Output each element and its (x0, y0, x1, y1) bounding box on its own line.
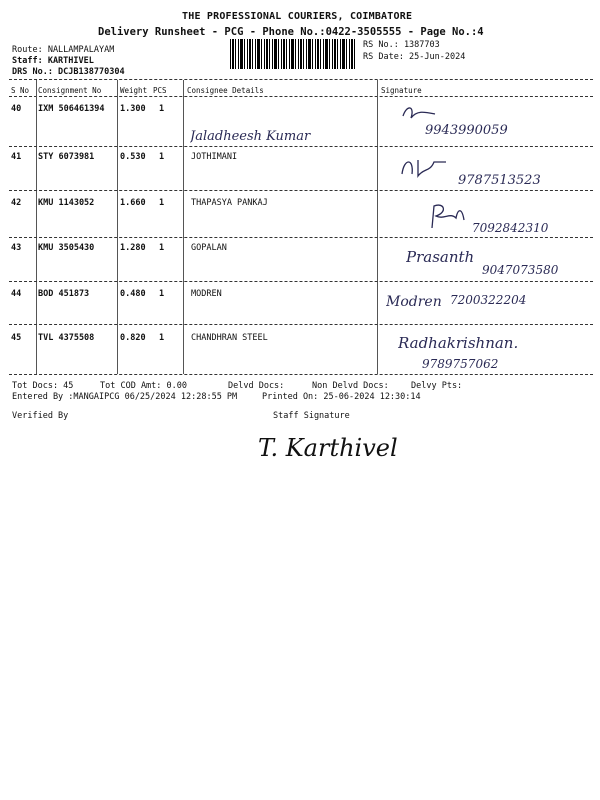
col-weight: Weight (120, 86, 148, 95)
svg-text:Prasanth: Prasanth (406, 248, 475, 266)
row-consignment: BOD 451873 (38, 289, 90, 299)
svg-text:Radhakrishnan.: Radhakrishnan. (398, 334, 519, 352)
row-sno: 40 (11, 104, 22, 114)
svg-text:9047073580: 9047073580 (482, 263, 559, 277)
runsheet-title: Delivery Runsheet - PCG - Phone No.:0422-3505555 - Page No.:4 (98, 26, 484, 38)
divider (9, 96, 593, 97)
signature-mark (428, 198, 588, 238)
row-weight: 1.660 (120, 198, 146, 208)
row-sno: 45 (11, 333, 22, 343)
row-consignment: IXM 506461394 (38, 104, 105, 114)
staff-signature (258, 420, 418, 470)
row-consignee: MODREN (191, 289, 222, 299)
svg-text:Modren: Modren (386, 294, 442, 310)
row-consignee: JOTHIMANI (191, 152, 238, 162)
col-sno: S No (11, 86, 30, 95)
svg-text:Jaladheesh Kumar: Jaladheesh Kumar (190, 129, 311, 144)
column-line (183, 80, 184, 374)
row-consignment: TVL 4375508 (38, 333, 95, 343)
row-pcs: 1 (159, 243, 165, 253)
signature-mark (395, 104, 575, 140)
row-weight: 1.300 (120, 104, 146, 114)
row-pcs: 1 (159, 104, 165, 114)
route-label: Route: NALLAMPALAYAM (12, 45, 115, 55)
row-consignee: THAPASYA PANKAJ (191, 198, 268, 208)
col-signature: Signature (381, 86, 422, 95)
svg-text:9787513523: 9787513523 (458, 173, 541, 188)
column-line (117, 80, 118, 374)
delivery-points: Delvy Pts: (411, 381, 463, 391)
row-sno: 43 (11, 243, 22, 253)
column-line (377, 80, 378, 374)
col-consignee: Consignee Details (187, 86, 264, 95)
divider (9, 374, 593, 375)
row-weight: 0.820 (120, 333, 146, 343)
handwritten-consignee-name (190, 122, 370, 148)
company-title: THE PROFESSIONAL COURIERS, COIMBATORE (182, 11, 413, 22)
svg-text:9943990059: 9943990059 (425, 123, 508, 138)
signature-mark (406, 238, 592, 280)
col-pcs: PCS (153, 86, 167, 95)
row-sno: 41 (11, 152, 22, 162)
row-weight: 0.530 (120, 152, 146, 162)
row-consignee: GOPALAN (191, 243, 227, 253)
divider (9, 79, 593, 80)
row-weight: 1.280 (120, 243, 146, 253)
staff-signature-label: Staff Signature (273, 411, 350, 421)
verified-by-label: Verified By (12, 411, 69, 421)
svg-text:7092842310: 7092842310 (472, 221, 549, 235)
total-cod-amount: Tot COD Amt: 0.00 (100, 381, 187, 391)
row-pcs: 1 (159, 289, 165, 299)
row-sno: 42 (11, 198, 22, 208)
rs-number: RS No.: 1387703 (363, 40, 440, 50)
column-line (36, 80, 37, 374)
non-delivered-docs: Non Delvd Docs: (312, 381, 389, 391)
signature-mark (398, 326, 588, 374)
staff-label: Staff: KARTHIVEL (12, 56, 94, 66)
svg-text:9789757062: 9789757062 (422, 357, 499, 371)
svg-text:T. Karthivel: T. Karthivel (258, 434, 398, 462)
row-pcs: 1 (159, 152, 165, 162)
barcode (230, 39, 356, 69)
svg-text:7200322204: 7200322204 (450, 293, 527, 307)
row-sno: 44 (11, 289, 22, 299)
total-docs: Tot Docs: 45 (12, 381, 74, 391)
divider (9, 146, 593, 147)
drs-number: DRS No.: DCJB138770304 (12, 67, 125, 77)
divider (9, 324, 593, 325)
row-weight: 0.480 (120, 289, 146, 299)
signature-mark (400, 150, 580, 190)
row-pcs: 1 (159, 198, 165, 208)
col-consignment: Consignment No (38, 86, 102, 95)
printed-on: Printed On: 25-06-2024 12:30:14 (262, 392, 421, 402)
row-pcs: 1 (159, 333, 165, 343)
row-consignment: KMU 3505430 (38, 243, 95, 253)
divider (9, 281, 593, 282)
row-consignment: STY 6073981 (38, 152, 95, 162)
entered-by: Entered By :MANGAIPCG 06/25/2024 12:28:55 PM (12, 392, 238, 402)
signature-mark (386, 286, 586, 316)
divider (9, 190, 593, 191)
row-consignment: KMU 1143052 (38, 198, 95, 208)
rs-date: RS Date: 25-Jun-2024 (363, 52, 466, 62)
delivered-docs: Delvd Docs: (228, 381, 285, 391)
row-consignee: CHANDHRAN STEEL (191, 333, 268, 343)
